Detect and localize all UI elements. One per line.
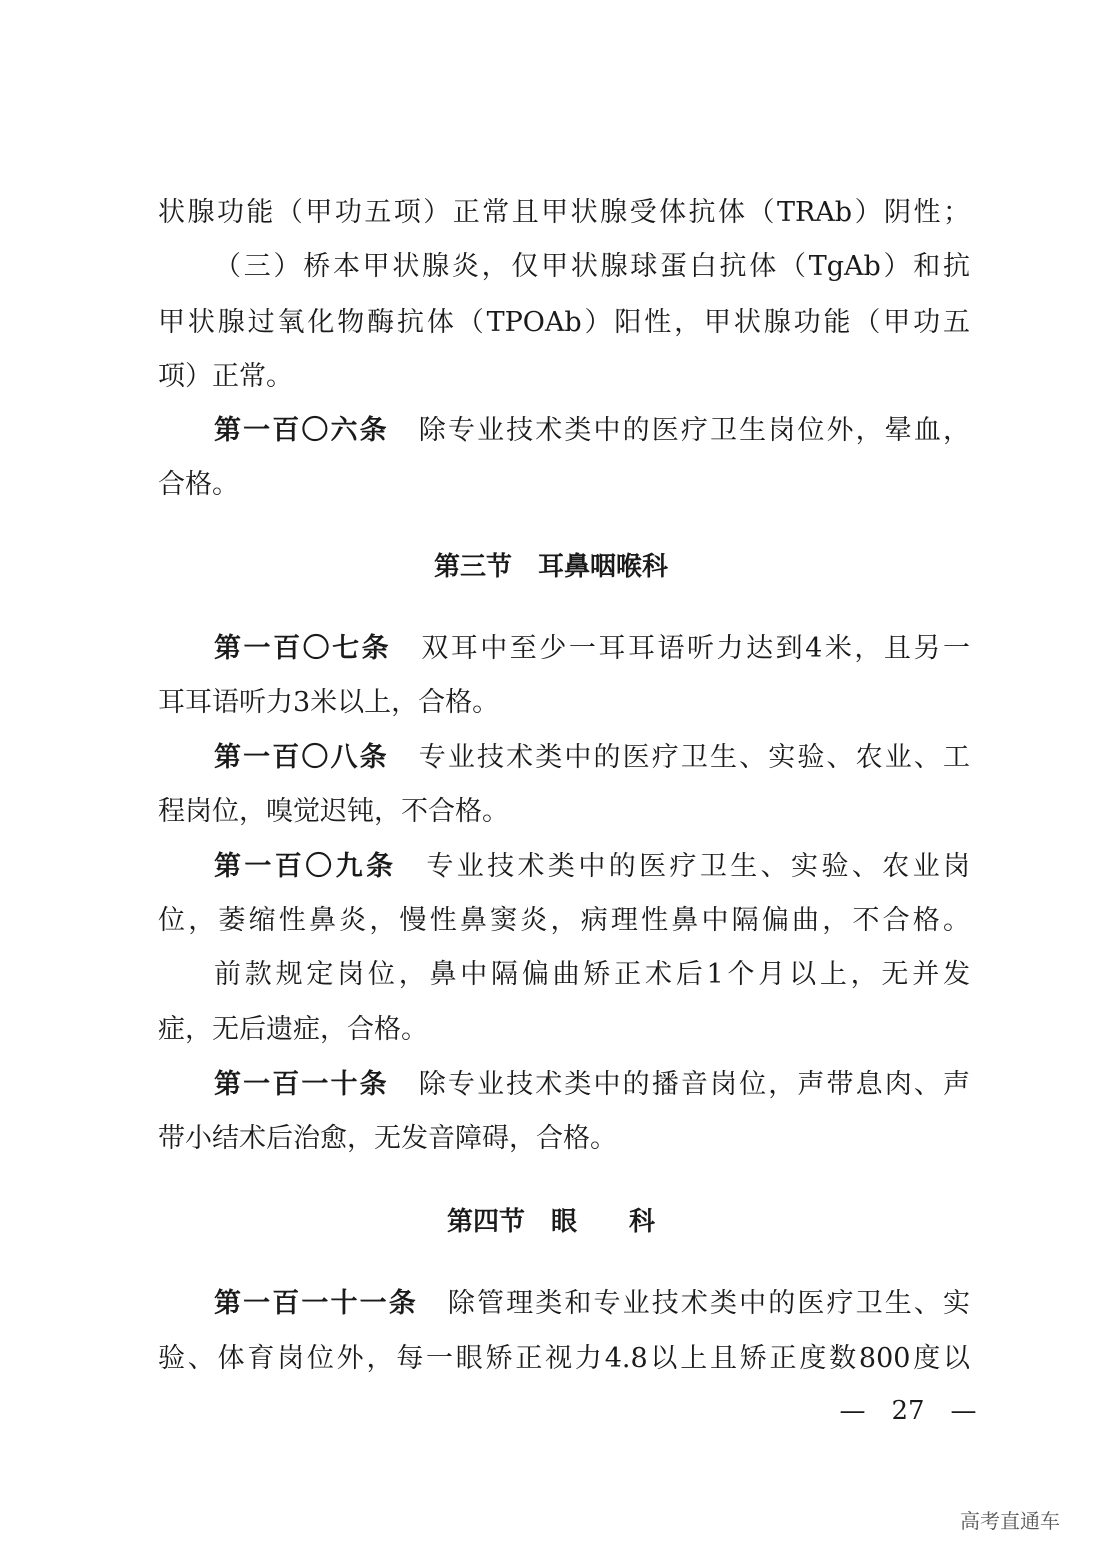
article-110 [214, 1068, 970, 1102]
article-text: 双耳中至少一耳耳语听力达到4米，且另一 [421, 633, 970, 664]
article-number: 第一百〇九条 [214, 851, 397, 882]
text-line: 甲状腺过氧化物酶抗体（TPOAb）阳性，甲状腺功能（甲功五 [158, 307, 970, 338]
text-line: 验、体育岗位外，每一眼矫正视力4.8以上且矫正度数800度以 [158, 1343, 970, 1374]
article-text: 专业技术类中的医疗卫生、实验、农业、工 [418, 742, 970, 773]
article-number: 第一百一十一条 [214, 1288, 418, 1319]
section-heading: 第四节 眼 科 [446, 1207, 655, 1237]
page-number: — 27 — [839, 1396, 977, 1426]
article-text: 除管理类和专业技术类中的医疗卫生、实 [447, 1288, 970, 1319]
article-number: 第一百一十条 [214, 1069, 389, 1100]
article-text: 专业技术类中的医疗卫生、实验、农业岗 [426, 851, 971, 882]
text-line: 位，萎缩性鼻炎，慢性鼻窦炎，病理性鼻中隔偏曲，不合格。 [158, 905, 970, 936]
text-line: 合格。 [158, 469, 239, 500]
article-number: 第一百〇六条 [214, 415, 389, 446]
article-106 [214, 414, 970, 448]
text-line: 耳耳语听力3米以上，合格。 [158, 687, 500, 718]
article-text: 除专业技术类中的播音岗位，声带息肉、声 [418, 1069, 970, 1100]
article-107 [214, 632, 970, 666]
text-line: 带小结术后治愈，无发音障碍，合格。 [158, 1123, 617, 1154]
text-line: 程岗位，嗅觉迟钝，不合格。 [158, 796, 509, 827]
text-line: 症，无后遗症，合格。 [158, 1014, 428, 1045]
article-109 [214, 850, 970, 884]
article-text: 除专业技术类中的医疗卫生岗位外，晕血， [418, 415, 970, 446]
text-line: （三）桥本甲状腺炎，仅甲状腺球蛋白抗体（TgAb）和抗 [214, 251, 970, 282]
article-111 [214, 1287, 970, 1321]
watermark: 高考直通车 [960, 1509, 1060, 1533]
article-number: 第一百〇七条 [214, 633, 392, 664]
text-line: 状腺功能（甲功五项）正常且甲状腺受体抗体（TRAb）阴性； [158, 197, 970, 228]
article-108 [214, 741, 970, 775]
text-line: 前款规定岗位，鼻中隔偏曲矫正术后1个月以上，无并发 [214, 959, 970, 990]
article-number: 第一百〇八条 [214, 742, 389, 773]
section-heading: 第三节 耳鼻咽喉科 [433, 552, 668, 582]
text-line: 项）正常。 [158, 361, 293, 392]
